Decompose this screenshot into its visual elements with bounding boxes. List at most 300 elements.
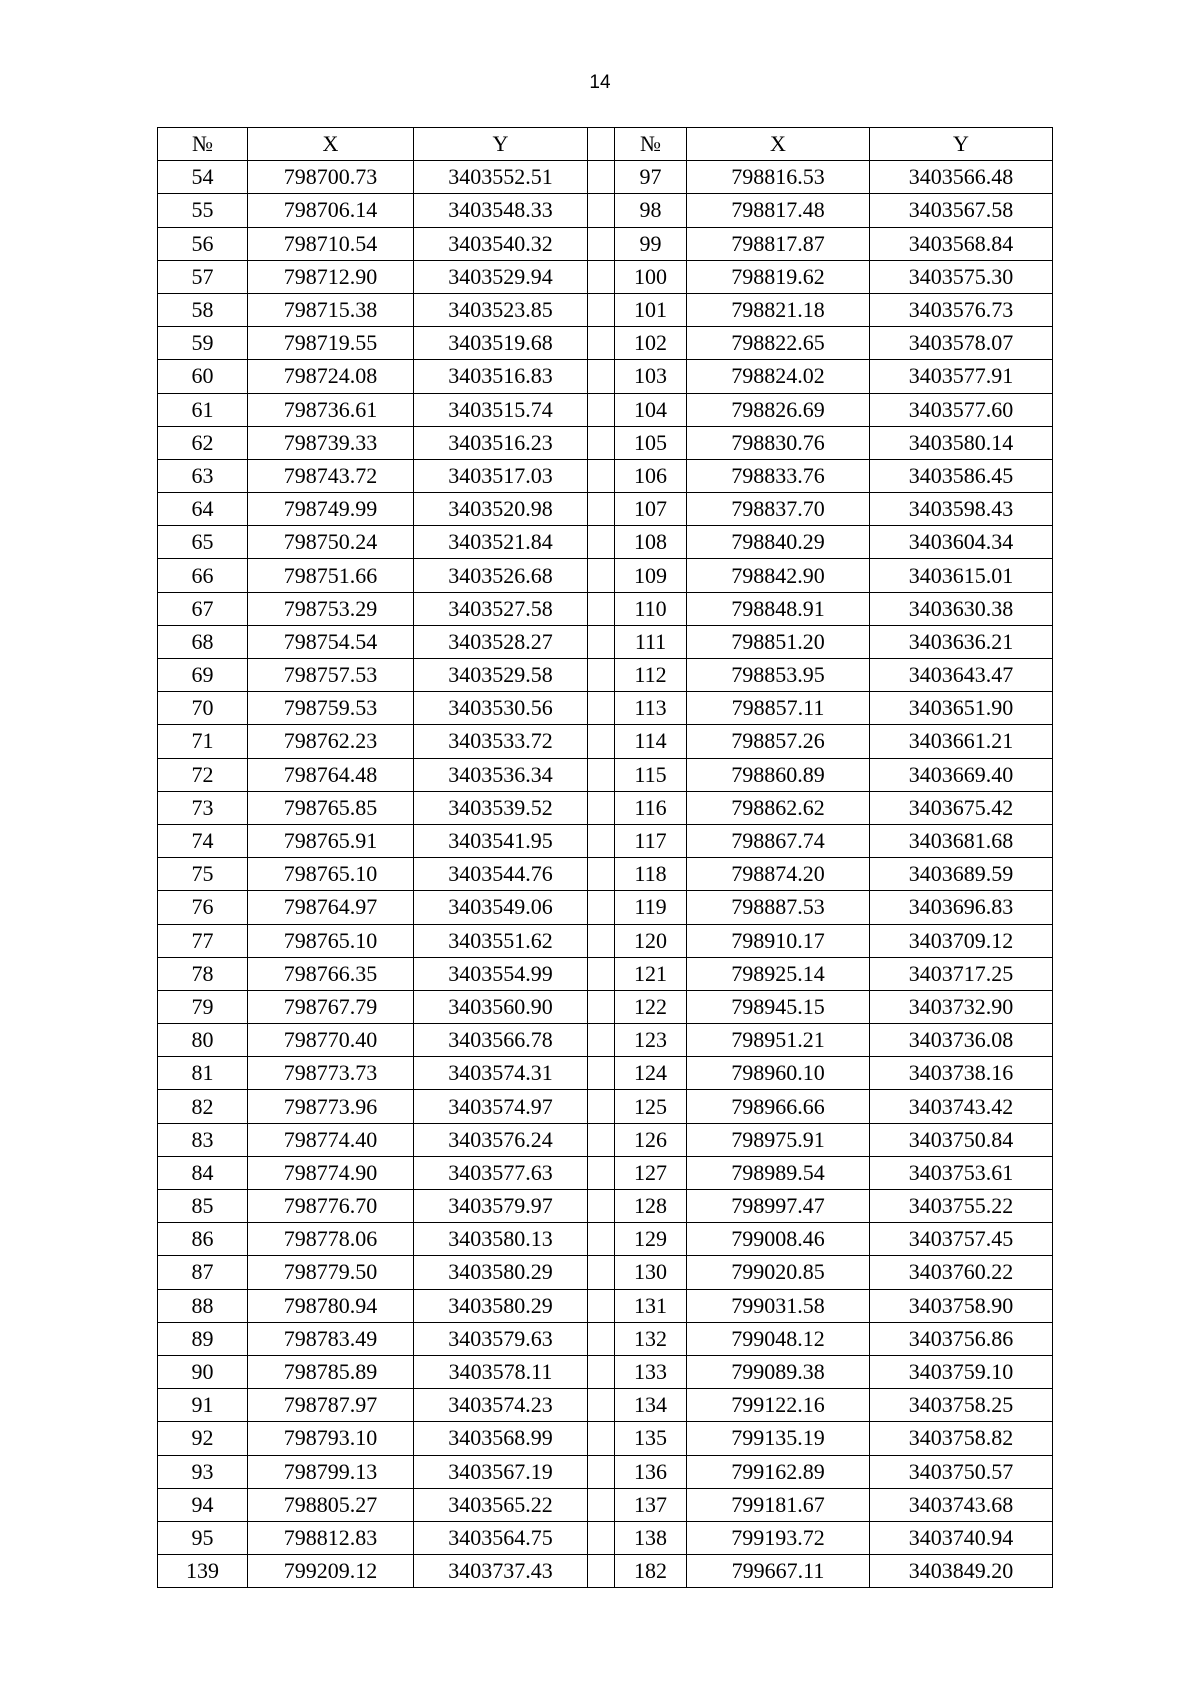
cell-num-left: 72 xyxy=(158,758,248,791)
cell-x-right: 798816.53 xyxy=(687,161,870,194)
table-row xyxy=(158,1223,1053,1256)
cell-x-left: 798812.83 xyxy=(248,1521,414,1554)
column-gap xyxy=(588,692,615,725)
cell-y-left: 3403552.51 xyxy=(414,161,588,194)
column-gap xyxy=(588,293,615,326)
cell-x-left: 798773.73 xyxy=(248,1057,414,1090)
cell-x-right: 799031.58 xyxy=(687,1289,870,1322)
cell-y-right: 3403755.22 xyxy=(870,1190,1053,1223)
cell-x-left: 798774.40 xyxy=(248,1123,414,1156)
cell-y-left: 3403564.75 xyxy=(414,1521,588,1554)
cell-y-right: 3403709.12 xyxy=(870,924,1053,957)
cell-x-left: 798793.10 xyxy=(248,1422,414,1455)
cell-num-left: 94 xyxy=(158,1488,248,1521)
cell-x-left: 798764.97 xyxy=(248,891,414,924)
table-row xyxy=(158,426,1053,459)
cell-y-left: 3403574.23 xyxy=(414,1389,588,1422)
cell-y-left: 3403565.22 xyxy=(414,1488,588,1521)
cell-num-left: 56 xyxy=(158,227,248,260)
column-gap xyxy=(588,260,615,293)
cell-x-left: 798773.96 xyxy=(248,1090,414,1123)
table-row xyxy=(158,1256,1053,1289)
cell-num-right: 134 xyxy=(615,1389,687,1422)
cell-num-right: 124 xyxy=(615,1057,687,1090)
table-row xyxy=(158,1389,1053,1422)
cell-y-left: 3403529.94 xyxy=(414,260,588,293)
cell-num-left: 70 xyxy=(158,692,248,725)
column-gap xyxy=(588,459,615,492)
column-gap xyxy=(588,1322,615,1355)
cell-x-right: 798840.29 xyxy=(687,526,870,559)
column-gap xyxy=(588,493,615,526)
cell-x-right: 798975.91 xyxy=(687,1123,870,1156)
cell-y-left: 3403521.84 xyxy=(414,526,588,559)
cell-y-right: 3403758.82 xyxy=(870,1422,1053,1455)
cell-y-left: 3403520.98 xyxy=(414,493,588,526)
cell-y-right: 3403566.48 xyxy=(870,161,1053,194)
column-gap xyxy=(588,1389,615,1422)
cell-x-right: 798857.26 xyxy=(687,725,870,758)
cell-x-left: 798766.35 xyxy=(248,957,414,990)
cell-x-left: 798750.24 xyxy=(248,526,414,559)
table-row xyxy=(158,1355,1053,1388)
table-row xyxy=(158,1521,1053,1554)
cell-y-left: 3403576.24 xyxy=(414,1123,588,1156)
column-gap xyxy=(588,1223,615,1256)
cell-y-left: 3403560.90 xyxy=(414,990,588,1023)
cell-num-right: 106 xyxy=(615,459,687,492)
cell-num-right: 99 xyxy=(615,227,687,260)
cell-x-right: 799020.85 xyxy=(687,1256,870,1289)
cell-x-left: 798753.29 xyxy=(248,592,414,625)
table-row xyxy=(158,791,1053,824)
table-row xyxy=(158,360,1053,393)
column-gap xyxy=(588,924,615,957)
table-row xyxy=(158,559,1053,592)
column-gap xyxy=(588,393,615,426)
cell-num-right: 112 xyxy=(615,659,687,692)
cell-num-right: 127 xyxy=(615,1156,687,1189)
cell-num-right: 125 xyxy=(615,1090,687,1123)
cell-x-right: 798989.54 xyxy=(687,1156,870,1189)
table-row xyxy=(158,824,1053,857)
cell-y-right: 3403696.83 xyxy=(870,891,1053,924)
table-row xyxy=(158,459,1053,492)
cell-y-left: 3403580.29 xyxy=(414,1256,588,1289)
cell-num-right: 102 xyxy=(615,327,687,360)
cell-x-left: 798765.10 xyxy=(248,924,414,957)
cell-y-right: 3403669.40 xyxy=(870,758,1053,791)
cell-y-right: 3403738.16 xyxy=(870,1057,1053,1090)
cell-num-left: 55 xyxy=(158,194,248,227)
cell-x-right: 798997.47 xyxy=(687,1190,870,1223)
cell-x-right: 798848.91 xyxy=(687,592,870,625)
cell-num-right: 114 xyxy=(615,725,687,758)
cell-x-left: 798779.50 xyxy=(248,1256,414,1289)
cell-y-left: 3403568.99 xyxy=(414,1422,588,1455)
cell-x-left: 798776.70 xyxy=(248,1190,414,1223)
cell-y-left: 3403539.52 xyxy=(414,791,588,824)
table-row xyxy=(158,692,1053,725)
table-row xyxy=(158,194,1053,227)
cell-y-right: 3403636.21 xyxy=(870,625,1053,658)
cell-x-left: 798774.90 xyxy=(248,1156,414,1189)
cell-num-left: 69 xyxy=(158,659,248,692)
cell-num-left: 89 xyxy=(158,1322,248,1355)
column-gap xyxy=(588,1123,615,1156)
cell-num-left: 80 xyxy=(158,1024,248,1057)
cell-y-right: 3403759.10 xyxy=(870,1355,1053,1388)
cell-num-right: 137 xyxy=(615,1488,687,1521)
cell-y-left: 3403554.99 xyxy=(414,957,588,990)
cell-x-left: 798765.10 xyxy=(248,858,414,891)
cell-y-left: 3403541.95 xyxy=(414,824,588,857)
header-num-right: № xyxy=(615,128,687,161)
cell-num-right: 97 xyxy=(615,161,687,194)
table-row xyxy=(158,659,1053,692)
cell-y-right: 3403577.60 xyxy=(870,393,1053,426)
cell-x-right: 798966.66 xyxy=(687,1090,870,1123)
table-row xyxy=(158,990,1053,1023)
column-gap xyxy=(588,1521,615,1554)
table-row xyxy=(158,625,1053,658)
cell-num-right: 111 xyxy=(615,625,687,658)
cell-num-left: 75 xyxy=(158,858,248,891)
cell-num-right: 103 xyxy=(615,360,687,393)
cell-x-right: 799048.12 xyxy=(687,1322,870,1355)
cell-y-left: 3403540.32 xyxy=(414,227,588,260)
cell-num-right: 133 xyxy=(615,1355,687,1388)
cell-x-left: 798719.55 xyxy=(248,327,414,360)
cell-x-left: 798700.73 xyxy=(248,161,414,194)
column-gap xyxy=(588,791,615,824)
table-row xyxy=(158,1289,1053,1322)
table-row xyxy=(158,758,1053,791)
cell-y-left: 3403533.72 xyxy=(414,725,588,758)
cell-x-right: 798817.87 xyxy=(687,227,870,260)
cell-y-left: 3403526.68 xyxy=(414,559,588,592)
cell-y-left: 3403578.11 xyxy=(414,1355,588,1388)
cell-num-right: 119 xyxy=(615,891,687,924)
cell-y-left: 3403519.68 xyxy=(414,327,588,360)
cell-x-right: 798874.20 xyxy=(687,858,870,891)
cell-num-right: 138 xyxy=(615,1521,687,1554)
cell-y-right: 3403750.84 xyxy=(870,1123,1053,1156)
cell-x-right: 798925.14 xyxy=(687,957,870,990)
cell-y-right: 3403743.68 xyxy=(870,1488,1053,1521)
cell-y-right: 3403586.45 xyxy=(870,459,1053,492)
cell-num-left: 95 xyxy=(158,1521,248,1554)
column-gap xyxy=(588,1422,615,1455)
cell-y-right: 3403736.08 xyxy=(870,1024,1053,1057)
cell-num-left: 81 xyxy=(158,1057,248,1090)
cell-num-left: 67 xyxy=(158,592,248,625)
cell-x-left: 798787.97 xyxy=(248,1389,414,1422)
cell-x-left: 798712.90 xyxy=(248,260,414,293)
column-gap xyxy=(588,891,615,924)
column-gap xyxy=(588,360,615,393)
table-row xyxy=(158,393,1053,426)
cell-y-left: 3403517.03 xyxy=(414,459,588,492)
column-gap xyxy=(588,758,615,791)
cell-x-left: 798765.91 xyxy=(248,824,414,857)
cell-x-right: 798826.69 xyxy=(687,393,870,426)
cell-y-left: 3403580.29 xyxy=(414,1289,588,1322)
cell-num-right: 132 xyxy=(615,1322,687,1355)
cell-num-left: 83 xyxy=(158,1123,248,1156)
cell-num-right: 107 xyxy=(615,493,687,526)
cell-x-right: 798819.62 xyxy=(687,260,870,293)
cell-x-right: 798910.17 xyxy=(687,924,870,957)
cell-x-left: 798780.94 xyxy=(248,1289,414,1322)
cell-y-left: 3403551.62 xyxy=(414,924,588,957)
cell-x-left: 798762.23 xyxy=(248,725,414,758)
cell-num-left: 63 xyxy=(158,459,248,492)
cell-y-left: 3403566.78 xyxy=(414,1024,588,1057)
cell-num-left: 64 xyxy=(158,493,248,526)
cell-y-right: 3403849.20 xyxy=(870,1555,1053,1588)
column-gap xyxy=(588,1190,615,1223)
cell-x-right: 798851.20 xyxy=(687,625,870,658)
column-gap xyxy=(588,957,615,990)
cell-num-left: 78 xyxy=(158,957,248,990)
cell-x-right: 799162.89 xyxy=(687,1455,870,1488)
cell-num-left: 76 xyxy=(158,891,248,924)
cell-x-left: 798764.48 xyxy=(248,758,414,791)
column-gap xyxy=(588,625,615,658)
column-gap xyxy=(588,659,615,692)
table-row xyxy=(158,924,1053,957)
header-y-right: Y xyxy=(870,128,1053,161)
cell-num-right: 116 xyxy=(615,791,687,824)
cell-y-right: 3403743.42 xyxy=(870,1090,1053,1123)
cell-num-right: 130 xyxy=(615,1256,687,1289)
cell-num-left: 90 xyxy=(158,1355,248,1388)
cell-num-left: 66 xyxy=(158,559,248,592)
table-header-row xyxy=(158,128,1053,161)
cell-y-right: 3403568.84 xyxy=(870,227,1053,260)
table-row xyxy=(158,1555,1053,1588)
table-row xyxy=(158,1322,1053,1355)
column-gap xyxy=(588,1488,615,1521)
cell-num-left: 79 xyxy=(158,990,248,1023)
cell-y-right: 3403689.59 xyxy=(870,858,1053,891)
cell-y-left: 3403574.97 xyxy=(414,1090,588,1123)
cell-y-left: 3403516.83 xyxy=(414,360,588,393)
cell-num-left: 74 xyxy=(158,824,248,857)
column-gap xyxy=(588,1090,615,1123)
cell-y-right: 3403717.25 xyxy=(870,957,1053,990)
cell-num-left: 91 xyxy=(158,1389,248,1422)
cell-num-right: 98 xyxy=(615,194,687,227)
column-gap xyxy=(588,1024,615,1057)
column-gap xyxy=(588,227,615,260)
cell-y-left: 3403544.76 xyxy=(414,858,588,891)
cell-num-left: 65 xyxy=(158,526,248,559)
column-gap xyxy=(588,1455,615,1488)
cell-num-left: 93 xyxy=(158,1455,248,1488)
table-row xyxy=(158,1057,1053,1090)
column-gap xyxy=(588,1156,615,1189)
cell-x-right: 798830.76 xyxy=(687,426,870,459)
coordinates-table xyxy=(157,127,1053,1588)
cell-y-left: 3403527.58 xyxy=(414,592,588,625)
column-gap xyxy=(588,161,615,194)
cell-x-right: 798862.62 xyxy=(687,791,870,824)
cell-x-right: 798951.21 xyxy=(687,1024,870,1057)
cell-y-left: 3403523.85 xyxy=(414,293,588,326)
cell-y-right: 3403681.68 xyxy=(870,824,1053,857)
cell-x-right: 799181.67 xyxy=(687,1488,870,1521)
cell-num-right: 108 xyxy=(615,526,687,559)
cell-num-left: 62 xyxy=(158,426,248,459)
cell-y-right: 3403732.90 xyxy=(870,990,1053,1023)
column-gap xyxy=(588,1355,615,1388)
cell-x-right: 799135.19 xyxy=(687,1422,870,1455)
cell-x-left: 798799.13 xyxy=(248,1455,414,1488)
table-row xyxy=(158,891,1053,924)
cell-num-right: 131 xyxy=(615,1289,687,1322)
cell-x-left: 798749.99 xyxy=(248,493,414,526)
cell-num-left: 68 xyxy=(158,625,248,658)
table-row xyxy=(158,1123,1053,1156)
cell-x-right: 799122.16 xyxy=(687,1389,870,1422)
cell-num-right: 101 xyxy=(615,293,687,326)
cell-y-left: 3403528.27 xyxy=(414,625,588,658)
table-row xyxy=(158,493,1053,526)
table-row xyxy=(158,1156,1053,1189)
cell-x-left: 798783.49 xyxy=(248,1322,414,1355)
cell-num-right: 136 xyxy=(615,1455,687,1488)
cell-y-left: 3403516.23 xyxy=(414,426,588,459)
cell-num-right: 135 xyxy=(615,1422,687,1455)
cell-y-right: 3403758.90 xyxy=(870,1289,1053,1322)
header-x-right: X xyxy=(687,128,870,161)
cell-x-left: 798757.53 xyxy=(248,659,414,692)
cell-x-left: 799209.12 xyxy=(248,1555,414,1588)
cell-x-left: 798785.89 xyxy=(248,1355,414,1388)
header-y-left: Y xyxy=(414,128,588,161)
cell-y-right: 3403643.47 xyxy=(870,659,1053,692)
cell-x-left: 798805.27 xyxy=(248,1488,414,1521)
column-gap xyxy=(588,526,615,559)
column-gap xyxy=(588,128,615,161)
cell-x-left: 798770.40 xyxy=(248,1024,414,1057)
cell-num-left: 71 xyxy=(158,725,248,758)
table-row xyxy=(158,1024,1053,1057)
cell-y-right: 3403604.34 xyxy=(870,526,1053,559)
cell-y-right: 3403760.22 xyxy=(870,1256,1053,1289)
cell-num-left: 57 xyxy=(158,260,248,293)
table-row xyxy=(158,592,1053,625)
cell-num-left: 139 xyxy=(158,1555,248,1588)
cell-y-left: 3403515.74 xyxy=(414,393,588,426)
cell-x-right: 798945.15 xyxy=(687,990,870,1023)
cell-y-right: 3403661.21 xyxy=(870,725,1053,758)
cell-x-left: 798736.61 xyxy=(248,393,414,426)
cell-num-right: 115 xyxy=(615,758,687,791)
cell-x-right: 798860.89 xyxy=(687,758,870,791)
cell-y-right: 3403578.07 xyxy=(870,327,1053,360)
cell-x-left: 798710.54 xyxy=(248,227,414,260)
cell-num-left: 92 xyxy=(158,1422,248,1455)
cell-x-left: 798767.79 xyxy=(248,990,414,1023)
table-body xyxy=(158,161,1053,1588)
cell-x-right: 798867.74 xyxy=(687,824,870,857)
cell-num-left: 86 xyxy=(158,1223,248,1256)
cell-num-left: 84 xyxy=(158,1156,248,1189)
cell-y-right: 3403630.38 xyxy=(870,592,1053,625)
cell-num-left: 77 xyxy=(158,924,248,957)
table-row xyxy=(158,227,1053,260)
cell-y-left: 3403536.34 xyxy=(414,758,588,791)
column-gap xyxy=(588,194,615,227)
cell-y-right: 3403753.61 xyxy=(870,1156,1053,1189)
table-row xyxy=(158,293,1053,326)
cell-y-right: 3403757.45 xyxy=(870,1223,1053,1256)
cell-x-left: 798754.54 xyxy=(248,625,414,658)
column-gap xyxy=(588,725,615,758)
cell-x-left: 798765.85 xyxy=(248,791,414,824)
cell-x-left: 798739.33 xyxy=(248,426,414,459)
table-row xyxy=(158,725,1053,758)
cell-x-left: 798706.14 xyxy=(248,194,414,227)
cell-num-left: 59 xyxy=(158,327,248,360)
table-row xyxy=(158,526,1053,559)
cell-y-right: 3403615.01 xyxy=(870,559,1053,592)
cell-num-right: 121 xyxy=(615,957,687,990)
cell-num-left: 88 xyxy=(158,1289,248,1322)
header-num-left: № xyxy=(158,128,248,161)
column-gap xyxy=(588,1555,615,1588)
cell-y-right: 3403567.58 xyxy=(870,194,1053,227)
cell-x-right: 798842.90 xyxy=(687,559,870,592)
cell-y-left: 3403579.97 xyxy=(414,1190,588,1223)
cell-x-right: 798837.70 xyxy=(687,493,870,526)
cell-x-right: 798822.65 xyxy=(687,327,870,360)
table-row xyxy=(158,1190,1053,1223)
cell-num-right: 117 xyxy=(615,824,687,857)
table-row xyxy=(158,161,1053,194)
cell-x-left: 798778.06 xyxy=(248,1223,414,1256)
cell-y-left: 3403580.13 xyxy=(414,1223,588,1256)
column-gap xyxy=(588,327,615,360)
cell-x-left: 798751.66 xyxy=(248,559,414,592)
column-gap xyxy=(588,426,615,459)
table-row xyxy=(158,1090,1053,1123)
cell-x-right: 798853.95 xyxy=(687,659,870,692)
cell-num-right: 120 xyxy=(615,924,687,957)
cell-x-right: 798821.18 xyxy=(687,293,870,326)
column-gap xyxy=(588,1057,615,1090)
cell-x-left: 798724.08 xyxy=(248,360,414,393)
cell-num-right: 126 xyxy=(615,1123,687,1156)
cell-x-right: 799193.72 xyxy=(687,1521,870,1554)
cell-num-right: 129 xyxy=(615,1223,687,1256)
table-row xyxy=(158,1422,1053,1455)
column-gap xyxy=(588,858,615,891)
cell-y-right: 3403750.57 xyxy=(870,1455,1053,1488)
cell-x-left: 798715.38 xyxy=(248,293,414,326)
cell-x-right: 798817.48 xyxy=(687,194,870,227)
cell-num-right: 113 xyxy=(615,692,687,725)
table-row xyxy=(158,858,1053,891)
cell-num-right: 100 xyxy=(615,260,687,293)
cell-y-right: 3403675.42 xyxy=(870,791,1053,824)
cell-x-right: 799089.38 xyxy=(687,1355,870,1388)
cell-num-right: 128 xyxy=(615,1190,687,1223)
cell-y-left: 3403549.06 xyxy=(414,891,588,924)
